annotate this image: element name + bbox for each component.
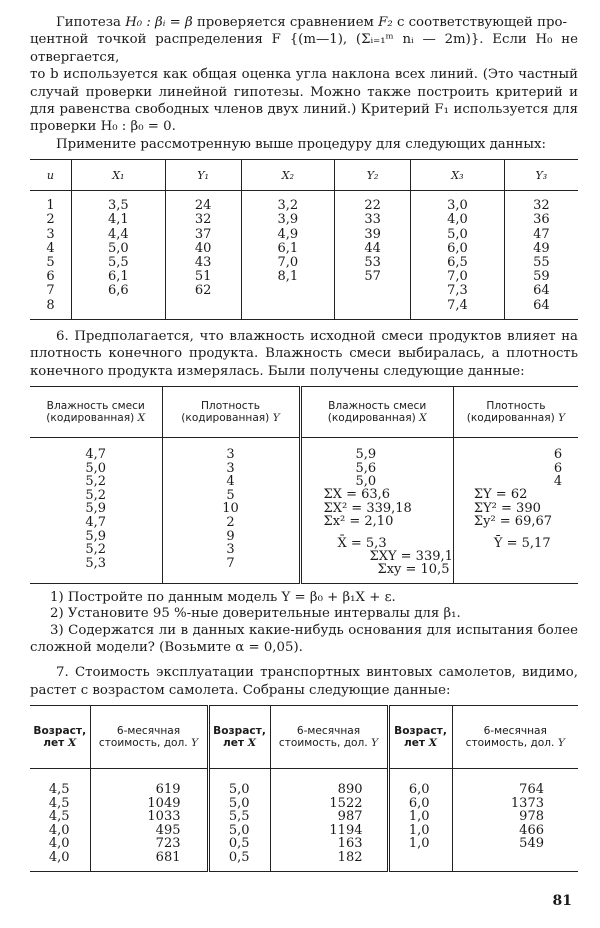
table-cell: 4,0 <box>447 212 468 228</box>
table3-header-age-3: Возраст, лет X <box>388 705 452 768</box>
stat-sum-y: ΣY = 62 <box>473 487 528 503</box>
table-cell: 3 <box>226 460 235 476</box>
table-cell: 1522 <box>329 795 363 811</box>
table3-col-cost-2 <box>270 768 388 871</box>
table-cell: 1,0 <box>408 809 430 825</box>
table-cell: 1194 <box>329 822 363 838</box>
table-cell: 9 <box>226 528 235 544</box>
table3-header-age-1: Возраст, лет X <box>30 705 90 768</box>
problem6-text: 6. Предполагается, что влажность исходной смеси продуктов влияет на плотность конечного продукта. Влажность смеси выбиралась, а плотность конечного продукта измерялась. Были получены следующие данные: <box>30 328 578 379</box>
problem7-text: 7. Стоимость эксплуатации транспортных винтовых самолетов, видимо, растет с возрастом самолета. Собраны следующие данные: <box>30 665 578 698</box>
intro-line1: Гипотеза H₀ : βᵢ = β проверяется сравнением F₂ с соответствующей про- <box>56 15 568 30</box>
table-cell: 53 <box>364 255 381 271</box>
apply-instruction: Примените рассмотренную выше процедуру для следующих данных: <box>56 136 546 152</box>
table2-x-right <box>324 448 453 488</box>
table-cell: 4 <box>46 240 55 256</box>
table-cell: 5,2 <box>85 487 107 503</box>
table-moisture-density <box>30 386 578 584</box>
table-cell: 39 <box>364 226 381 242</box>
table-cell: 5,2 <box>85 542 107 558</box>
table-cell: 5,0 <box>228 781 250 797</box>
table2-col-y-left <box>162 438 300 584</box>
table1-col-y1 <box>166 191 241 319</box>
table-cell: 24 <box>194 198 212 214</box>
table-cell: 4,4 <box>107 226 129 242</box>
table-cell: 495 <box>155 822 181 838</box>
table-cell: 4,0 <box>48 836 70 852</box>
table1-header-y2: Y₂ <box>335 160 411 191</box>
stat-sum-xy: ΣXY = 339,1 <box>369 548 453 564</box>
table3-col-age-1 <box>30 768 90 871</box>
table-cell <box>72 299 165 313</box>
table-cell: 4,5 <box>48 809 70 825</box>
table-cell: 4,7 <box>85 515 107 531</box>
table1-header-y3: Y₃ <box>504 160 578 191</box>
problem6-questions <box>30 590 578 656</box>
table-cell: 47 <box>533 226 550 242</box>
table1-header-x2: X₂ <box>241 160 335 191</box>
table-cell: 3,0 <box>447 198 468 214</box>
table1-col-u <box>30 191 71 319</box>
table-cell: 3 <box>226 542 235 558</box>
table-cell <box>242 284 335 298</box>
table-cell: 4,5 <box>48 795 70 811</box>
table1-col-x3 <box>411 191 504 319</box>
table-cell: 6,6 <box>107 283 129 299</box>
table-cell: 5,5 <box>107 255 129 271</box>
table-cell: 6,1 <box>107 269 129 285</box>
table-cell: 6,5 <box>447 255 468 271</box>
table-cell: 32 <box>533 198 550 214</box>
table1-header-u: u <box>30 160 71 191</box>
table-cell: 51 <box>194 269 212 285</box>
table-cell: 5,0 <box>447 226 468 242</box>
table-aircraft-cost <box>30 705 578 872</box>
table-cell: 1373 <box>510 795 544 811</box>
table-cell: 64 <box>533 297 550 313</box>
stat-mean-y: Ȳ = 5,17 <box>493 535 551 551</box>
table-cell: 5,6 <box>355 460 377 476</box>
table-cell: 619 <box>155 781 181 797</box>
table-cell: 7,0 <box>447 269 468 285</box>
table-cell: 4 <box>226 474 235 490</box>
table2-y-right <box>474 448 578 488</box>
table-cell: 5,0 <box>355 473 377 489</box>
table-cell: 5 <box>46 255 55 271</box>
page <box>30 14 578 872</box>
table-cell: 6,0 <box>408 781 430 797</box>
table-cell: 6 <box>46 269 55 285</box>
table-cell: 723 <box>155 836 181 852</box>
table-cell: 466 <box>519 822 544 838</box>
table-cell: 55 <box>533 255 550 271</box>
table-cell: 3,9 <box>277 212 299 228</box>
table-cell: 5,0 <box>85 460 107 476</box>
table-cell: 6 <box>553 460 563 476</box>
table-cell: 8,1 <box>277 269 299 285</box>
stat-mean-x: X̄ = 5,3 <box>337 535 387 551</box>
intro-paragraph: то b используется как общая оценка угла наклона всех линий. (Это частный случай проверки линейной гипотезы. Можно также построить критерий и для равенства свободных членов двух линий.) Критерий F₁ используется для проверки H₀ : β₀ = 0. <box>30 67 578 135</box>
page-number: 81 <box>552 893 572 909</box>
table2-stats-x <box>300 438 453 584</box>
table-cell: 4,0 <box>48 849 70 865</box>
table3-col-cost-1 <box>90 768 208 871</box>
table-cell: 5 <box>226 487 235 503</box>
table-cell: 44 <box>364 240 381 256</box>
table-cell: 8 <box>46 297 55 313</box>
table-cell <box>335 299 410 313</box>
table-cell: 5,5 <box>228 809 250 825</box>
table-cell: 5,0 <box>228 795 250 811</box>
stat-sum-y2: ΣY² = 390 <box>473 500 541 516</box>
table-cell: 5,0 <box>107 240 129 256</box>
table-cell: 7,0 <box>277 255 299 271</box>
table-cell: 62 <box>194 283 212 299</box>
table-regression-lines <box>30 159 578 320</box>
table3-col-age-2 <box>208 768 270 871</box>
table-cell: 2 <box>226 515 235 531</box>
table-cell: 1049 <box>147 795 181 811</box>
table3-col-age-3 <box>388 768 452 871</box>
table-cell: 57 <box>364 269 381 285</box>
table-cell: 4,5 <box>48 781 70 797</box>
table-cell: 5,9 <box>355 447 377 463</box>
table-cell: 5,2 <box>85 474 107 490</box>
table-cell: 1 <box>46 198 55 214</box>
table-cell: 890 <box>337 781 363 797</box>
table2-header-moisture-right: Влажность смеси (кодированная) X <box>300 387 453 438</box>
table3-header-cost-3: 6-месячная стоимость, дол. Y <box>452 705 578 768</box>
table-cell <box>335 284 410 298</box>
table-cell: 3,2 <box>277 198 299 214</box>
table1-header-x3: X₃ <box>411 160 505 191</box>
table-cell: 987 <box>337 809 363 825</box>
stat-sum-x2: ΣX² = 339,18 <box>323 500 412 516</box>
table-cell: 163 <box>337 836 363 852</box>
table-cell: 1,0 <box>408 822 430 838</box>
table-cell: 3 <box>226 447 235 463</box>
table1-header-x1: X₁ <box>71 160 165 191</box>
table-cell: 6,1 <box>277 240 299 256</box>
table1-col-y3 <box>505 191 578 319</box>
table-cell: 5,0 <box>228 822 250 838</box>
table1-col-y2 <box>335 191 410 319</box>
table2-col-x-left <box>30 438 162 584</box>
table-cell: 5,3 <box>85 555 107 571</box>
table-cell: 3,5 <box>107 198 129 214</box>
table-cell: 59 <box>533 269 550 285</box>
table3-header-age-2: Возраст, лет X <box>208 705 270 768</box>
table-cell: 7,4 <box>447 297 468 313</box>
table-cell: 4,0 <box>48 822 70 838</box>
table-cell: 681 <box>155 849 181 865</box>
table2-stats-y <box>453 438 578 584</box>
stat-sum-dy2: Σy² = 69,67 <box>473 514 553 530</box>
table-cell: 6 <box>553 447 563 463</box>
table-cell: 549 <box>519 836 544 852</box>
table-cell: 37 <box>194 226 212 242</box>
table-cell: 978 <box>519 809 544 825</box>
table-cell: 33 <box>364 212 381 228</box>
table-cell: 7 <box>46 283 55 299</box>
stat-sum-dx2: Σx² = 2,10 <box>323 514 394 530</box>
table2-header-moisture-left: Влажность смеси (кодированная) X <box>30 387 162 438</box>
stat-sum-x: ΣX = 63,6 <box>323 487 391 503</box>
table-cell: 6,0 <box>408 795 430 811</box>
table-cell: 36 <box>533 212 550 228</box>
table-cell: 5,9 <box>85 501 107 517</box>
table-cell <box>166 299 241 313</box>
table-cell: 40 <box>194 240 212 256</box>
table-cell: 0,5 <box>228 836 250 852</box>
table1-col-x2 <box>242 191 335 319</box>
question-3: 3) Содержатся ли в данных какие-нибудь основания для испытания более сложной модели? (Возьмите α = 0,05). <box>30 622 578 655</box>
table-cell: 2 <box>46 212 55 228</box>
table-cell: 182 <box>337 849 363 865</box>
table-cell: 4,7 <box>85 447 107 463</box>
table-cell: 64 <box>533 283 550 299</box>
table-cell: 1033 <box>147 809 181 825</box>
table1-col-x1 <box>72 191 165 319</box>
intro-line2: центной точкой распределения F {(m—1), (Σᵢ₌₁ᵐ nᵢ — 2m)}. Если H₀ не отвергается, <box>30 32 578 65</box>
table2-header-density-left: Плотность (кодированная) Y <box>162 387 300 438</box>
table-cell: 10 <box>222 501 239 517</box>
table-cell: 5,9 <box>85 528 107 544</box>
table2-header-density-right: Плотность (кодированная) Y <box>453 387 578 438</box>
table3-header-cost-2: 6-месячная стоимость, дол. Y <box>270 705 388 768</box>
table-cell: 22 <box>364 198 381 214</box>
table-cell: 1,0 <box>408 836 430 852</box>
table-cell: 0,5 <box>228 849 250 865</box>
table3-col-cost-3 <box>452 768 578 871</box>
table-cell: 4 <box>553 473 563 489</box>
table-cell: 49 <box>533 240 550 256</box>
table-cell: 43 <box>194 255 212 271</box>
table-cell: 7,3 <box>447 283 468 299</box>
table-cell: 6,0 <box>447 240 468 256</box>
stat-sum-dxy: Σxy = 10,5 <box>377 562 450 578</box>
table-cell: 4,9 <box>277 226 299 242</box>
table-cell: 7 <box>226 555 235 571</box>
table-cell <box>242 299 335 313</box>
table-cell: 32 <box>194 212 212 228</box>
table-cell: 764 <box>519 781 544 797</box>
question-2: 2) Установите 95 %-ные доверительные интервалы для β₁. <box>50 606 461 622</box>
table3-header-cost-1: 6-месячная стоимость, дол. Y <box>90 705 208 768</box>
table-cell: 4,1 <box>107 212 129 228</box>
table-cell: 3 <box>46 226 55 242</box>
table1-header-y1: Y₁ <box>165 160 241 191</box>
question-1: 1) Постройте по данным модель Y = β₀ + β₁X + ε. <box>50 589 396 605</box>
